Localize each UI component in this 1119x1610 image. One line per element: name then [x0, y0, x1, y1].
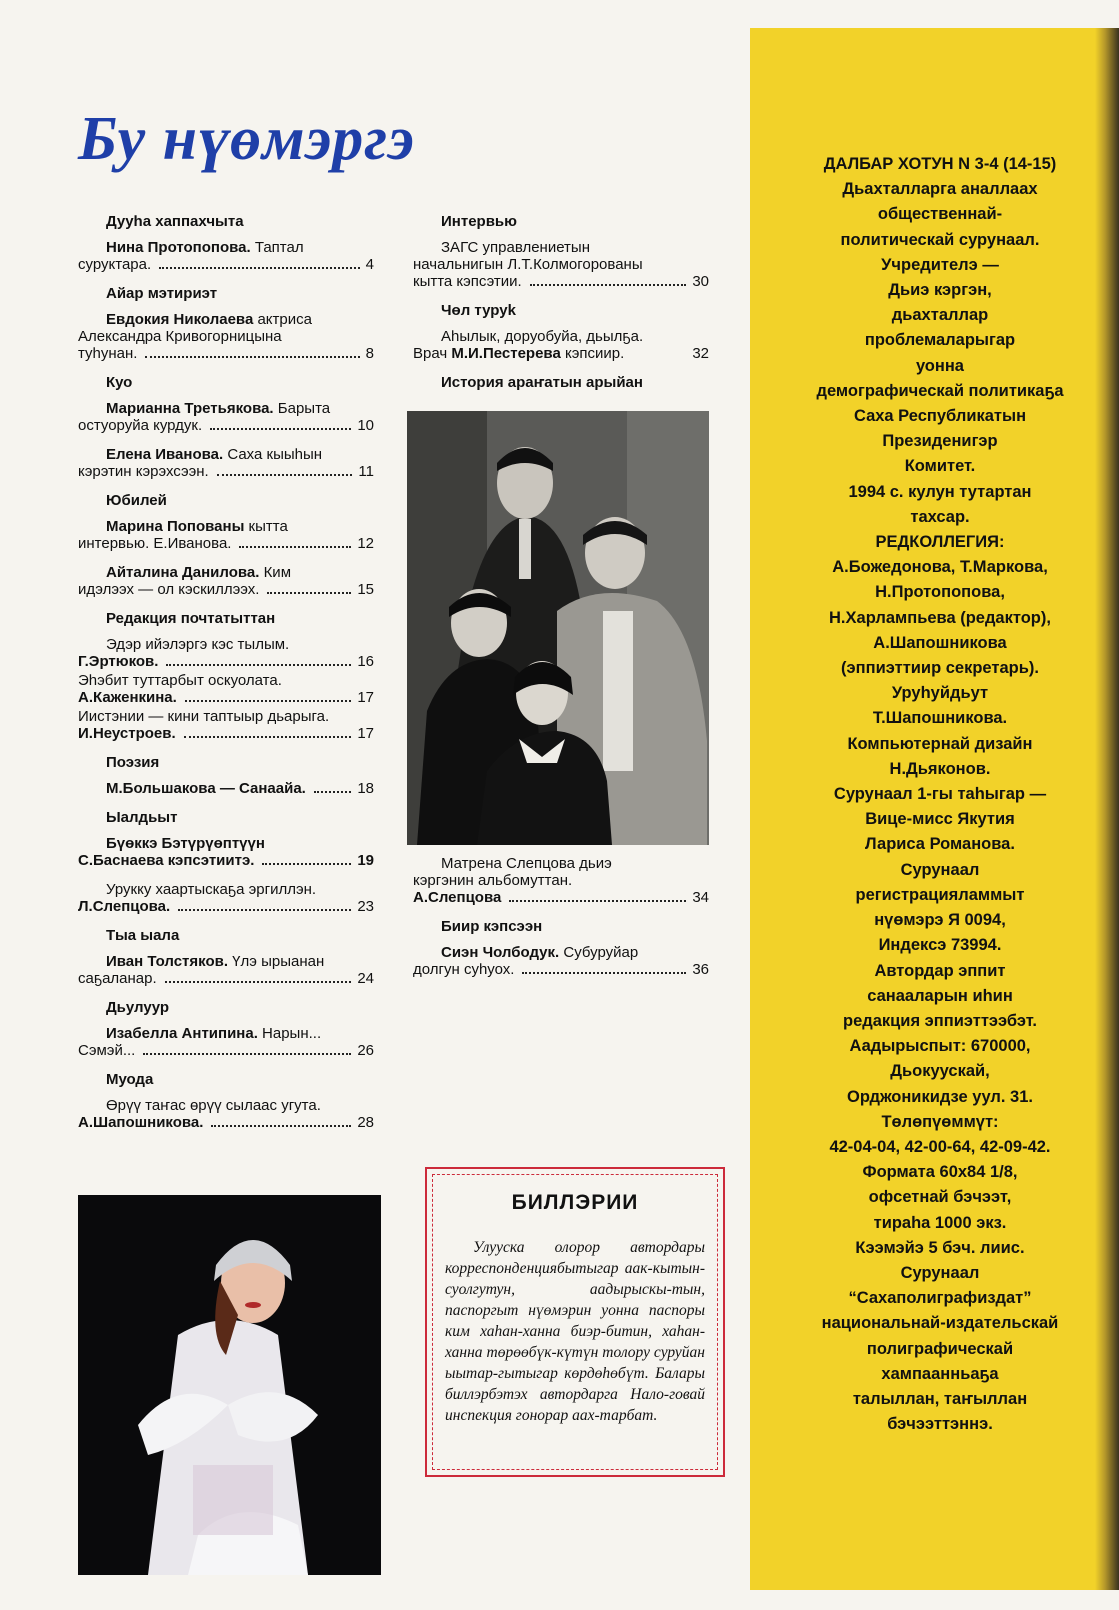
imprint-line: Учредителэ — [881, 255, 999, 274]
page-number: 19 [357, 852, 374, 869]
imprint-line: дьахталлар [891, 306, 989, 325]
page-number: 26 [357, 1042, 374, 1059]
imprint-line: Н.Протопопова, [875, 583, 1005, 602]
family-photo [407, 411, 709, 845]
toc-entry[interactable]: ЗАГС управлениетын начальнигын Л.Т.Колмогорованы кытта кэпсэтии. 30 [413, 239, 709, 290]
imprint-line: проблемаларыгар [864, 331, 1016, 350]
imprint-line: тахсар. [910, 507, 970, 526]
imprint-line: Н.Харлампьева (редактор), [829, 608, 1051, 627]
toc-section-heading: Муода [106, 1071, 154, 1088]
page-number: 24 [357, 970, 374, 987]
page-edge-shadow [1095, 28, 1119, 1590]
notice-title: БИЛЛЭРИИ [511, 1191, 639, 1214]
imprint-line: Индексэ 73994. [878, 936, 1002, 955]
toc-left-column [78, 213, 374, 1143]
imprint-line: Саха Республикатын [853, 407, 1027, 426]
toc-middle-column [413, 213, 709, 400]
page-number: 15 [357, 581, 374, 598]
imprint-line: политическай сурунаал. [840, 230, 1040, 249]
imprint-line: РЕДКОЛЛЕГИЯ: [875, 533, 1005, 552]
page-number: 17 [357, 725, 374, 742]
toc-entry-story[interactable]: Биир кэпсээн Сиэн Чолбодук. Субуруйар долгун суһуох. 36 [413, 918, 709, 978]
imprint-line: Сурунаал 1-гы таһыгар — [833, 785, 1047, 804]
imprint-line: А.Шапошникова [873, 633, 1007, 652]
imprint-line: Уруһуйдьут [891, 684, 989, 703]
page-number: 32 [692, 345, 709, 362]
imprint-line: Т.Шапошникова. [872, 709, 1008, 728]
toc-section-heading: История араҥатын арыйан [441, 374, 643, 391]
toc-section-heading: Юбилей [106, 492, 167, 509]
imprint-line: 1994 с. кулун тутартан [848, 482, 1032, 501]
imprint-line: Автордар эппит [874, 961, 1006, 980]
imprint-line: Формата 60х84 1/8, [862, 1163, 1018, 1182]
imprint-line: Дьахталларга аналлаах [842, 180, 1038, 199]
page-number: 34 [692, 889, 709, 906]
toc-section-heading: Дьулуур [106, 999, 170, 1016]
imprint-line: 42-04-04, 42-00-64, 42-09-42. [829, 1137, 1051, 1156]
imprint-line: Дьиэ кэргэн, [888, 281, 992, 300]
page-number: 36 [692, 961, 709, 978]
imprint-line: талыллан, таҥыллан [852, 1389, 1028, 1408]
toc-entry[interactable]: Елена Иванова. Саха кыыһын кэрэтин кэрэхсээн. 11 [78, 446, 374, 480]
toc-section-heading: Тыа ыала [106, 927, 180, 944]
imprint-line: регистрацияламмыт [855, 885, 1025, 904]
toc-entry[interactable]: Урукку хаартыскаҕа эргиллэн. Л.Слепцова. 23 [78, 881, 374, 915]
imprint-line: уонна [916, 356, 964, 375]
imprint-line: Аадырыспыт: 670000, [849, 1037, 1031, 1056]
toc-entry[interactable]: Эдэр ийэлэргэ кэс тылым. Г.Эртюков. 16 Эһэбит туттарбыт оскуолата. А.Каженкина. 17 Иистэнии — кини таптыыр дьарыга. И.Неустроев. 17 [78, 636, 374, 742]
imprint-line: Орджоникидзе уул. 31. [847, 1087, 1033, 1106]
imprint-line: Сурунаал [900, 860, 980, 879]
page-number: 23 [357, 898, 374, 915]
imprint-line: (эппиэттиир секретарь). [841, 659, 1039, 678]
toc-entry[interactable]: Бүөккэ Бэтүрүөптүүн С.Баснаева кэпсэтиитэ. 19 [78, 835, 374, 869]
toc-section-heading: Чөл туруk [441, 302, 516, 319]
imprint-line: хампаанньаҕа [881, 1364, 999, 1383]
toc-section-heading: Редакция почтатыттан [106, 610, 276, 627]
imprint-line: Компьютернай дизайн [847, 734, 1033, 753]
page-number: 18 [357, 780, 374, 797]
imprint-line: общественнай- [877, 205, 1003, 224]
imprint-line: нүөмэрэ Я 0094, [874, 911, 1006, 930]
page-number: 10 [357, 417, 374, 434]
toc-entry[interactable]: Өрүү таҥас өрүү сылаас угута. А.Шапошникова. 28 [78, 1097, 374, 1131]
imprint-line: Сурунаал [900, 1263, 980, 1282]
toc-section-heading: Айар мэтириэт [106, 285, 218, 302]
toc-entry[interactable]: Аһылык, доруобуйа, дьылҕа. Врач М.И.Пестерева кэпсиир. 32 [413, 328, 709, 362]
imprint-line: А.Божедонова, Т.Маркова, [832, 558, 1048, 577]
imprint-line: “Сахаполиграфиздат” [848, 1289, 1032, 1308]
toc-entry[interactable]: Марианна Третьякова. Барыта остуоруйа курдук. 10 [78, 400, 374, 434]
toc-section-heading: Интервью [441, 213, 517, 230]
page-number: 12 [357, 535, 374, 552]
toc-entry[interactable]: Нина Протопопова. Таптал суруктара. 4 [78, 239, 374, 273]
toc-section-heading: Дууһа хаппахчыта [106, 213, 244, 230]
imprint-line: демографическай политикаҕа [816, 381, 1064, 400]
page-number: 4 [365, 256, 374, 273]
page-number: 30 [692, 273, 709, 290]
imprint-line: бэчээттэннэ. [887, 1415, 993, 1434]
imprint-line: Н.Дьяконов. [889, 759, 991, 778]
imprint-line: офсетнай бэчээт, [868, 1188, 1012, 1207]
toc-entry[interactable]: Марина Попованы кытта интервью. Е.Иванова. 12 [78, 518, 374, 552]
page-title: Бу нүөмэргэ [78, 105, 415, 173]
imprint-line: Лариса Романова. [865, 835, 1015, 854]
imprint-line: Төлөпүөммүт: [881, 1112, 999, 1131]
imprint-text [790, 152, 1090, 1437]
imprint-line: санааларын иһин [867, 986, 1013, 1005]
page-number: 28 [357, 1114, 374, 1131]
imprint-line: Вице-мисс Якутия [865, 810, 1015, 829]
toc-section-heading: Куо [106, 374, 133, 391]
imprint-line: Комитет. [904, 457, 976, 476]
page-number: 8 [365, 345, 374, 362]
imprint-line: редакция эппиэттээбэт. [843, 1011, 1037, 1030]
page-number: 17 [357, 689, 374, 706]
page-number: 16 [357, 653, 374, 670]
model-photo [78, 1195, 381, 1575]
imprint-line: ДАЛБАР ХОТУН N 3-4 (14-15) [823, 155, 1057, 173]
photo-caption: Матрена Слепцова дьиэ кэргэнин альбомуттан. А.Слепцова 34 [413, 855, 709, 906]
toc-section-heading: Ыалдьыт [106, 809, 178, 826]
toc-section-heading: Поэзия [106, 754, 160, 771]
toc-entry[interactable]: Изабелла Антипина. Нарын... Сэмэй... 26 [78, 1025, 374, 1059]
toc-section-heading: Биир кэпсээн [441, 918, 543, 935]
notice-box [425, 1167, 725, 1477]
imprint-line: тираһа 1000 экз. [873, 1213, 1007, 1232]
imprint-line: полиграфическай [866, 1339, 1014, 1358]
imprint-line: Президенигэр [882, 432, 998, 451]
page-number: 11 [358, 463, 374, 480]
toc-entry[interactable]: Айталина Данилова. Ким идэлээх — ол кэскиллээх. 15 [78, 564, 374, 598]
toc-entry[interactable]: Иван Толстяков. Үлэ ырыанан саҕаланар. 24 [78, 953, 374, 987]
notice-body: Улууска олорор автордары корреспонденциябытыгар аак-кытын-суолгутун, аадырыскы-тын, паспоргыт нүөмэрин уонна паспоры ким хаһан-ханна биэр-битин, хаһан-ханна төрөөбүк-күтүн толору суруйан ыытар-гытыгар көрдөһөбүт. Балары биллэрбэтэх автордарга Нало-говай инспекция гонорар аах-тарбат. [445, 1239, 705, 1424]
toc-entry[interactable]: Евдокия Николаева актриса Александра Кривогорницына туһунан. 8 [78, 311, 374, 362]
imprint-line: Кээмэйэ 5 бэч. лиис. [855, 1238, 1025, 1257]
imprint-line: Дьокуускай, [890, 1062, 990, 1081]
imprint-line: национальнай-издательскай [821, 1314, 1059, 1333]
toc-entry[interactable]: М.Большакова — Санаайа. 18 [106, 780, 374, 797]
